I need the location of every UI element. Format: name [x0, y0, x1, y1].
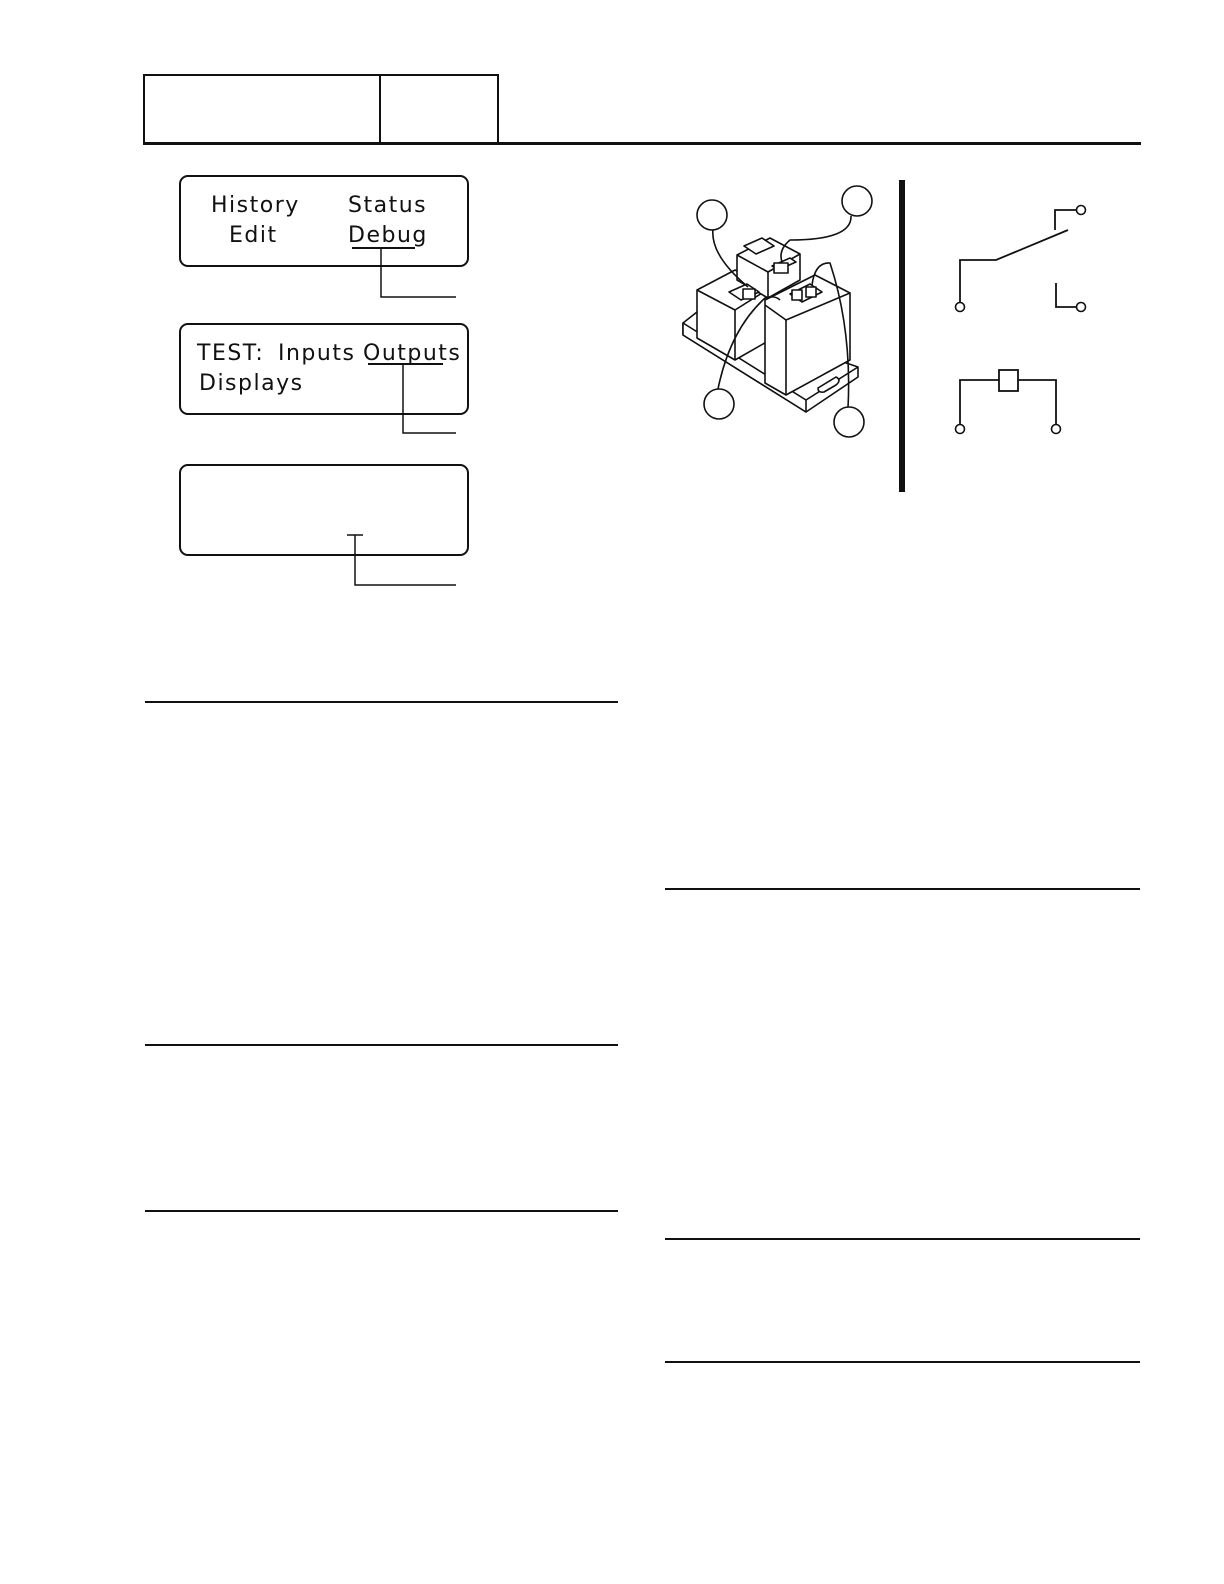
relay-terminal-top-left	[744, 238, 774, 254]
lcd-main-menu	[179, 175, 469, 267]
contact-terminal-common	[956, 303, 965, 312]
menu-history: History	[211, 193, 300, 218]
callout-circle-4	[834, 407, 864, 437]
section-rule-right-3	[665, 1361, 1140, 1363]
relay-base-plate	[683, 312, 858, 412]
coil-box	[999, 370, 1018, 391]
menu-debug: Debug	[348, 223, 428, 248]
section-rule-left-1	[145, 701, 618, 703]
relay-body	[765, 275, 850, 395]
coil-terminal-right	[1052, 425, 1061, 434]
header-title-box	[143, 74, 381, 144]
callout-circle-2	[842, 186, 872, 216]
test-inputs: Inputs	[278, 341, 356, 366]
coil-terminal-left	[956, 425, 965, 434]
vertical-divider	[899, 180, 905, 492]
contact-terminal-no	[1077, 206, 1086, 215]
header-rule	[143, 142, 1141, 145]
test-label: TEST:	[197, 341, 265, 366]
test-outputs: Outputs	[363, 341, 462, 366]
section-rule-left-3	[145, 1210, 618, 1212]
relay-mount-slot	[818, 377, 839, 392]
menu-status: Status	[348, 193, 428, 218]
section-rule-left-2	[145, 1044, 618, 1046]
coil-wire-right	[1018, 380, 1056, 425]
lcd-blank	[179, 464, 469, 556]
lcd-test-menu	[179, 323, 469, 415]
relay-terminal-top-right	[772, 258, 796, 270]
menu-edit: Edit	[229, 223, 278, 248]
section-rule-right-1	[665, 888, 1140, 890]
header-section-box	[379, 74, 499, 144]
relay-terminal-front-right	[790, 284, 822, 302]
callout-circle-1	[697, 200, 727, 230]
contact-terminal-nc	[1077, 303, 1086, 312]
relay-terminal-front-left	[729, 284, 759, 300]
coil-wire-left	[960, 380, 999, 425]
test-displays: Displays	[199, 371, 304, 396]
section-rule-right-2	[665, 1238, 1140, 1240]
contact-switch	[960, 230, 1068, 302]
callout-circle-3	[704, 389, 734, 419]
